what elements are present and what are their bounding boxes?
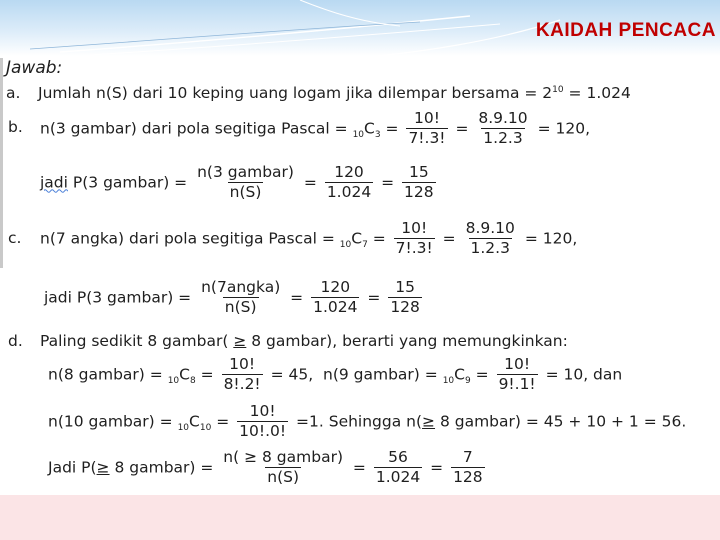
fraction xyxy=(222,355,263,394)
fraction-numerator: 120 xyxy=(320,278,351,296)
fraction-denominator: n(S) xyxy=(267,468,300,486)
fraction-denominator: 128 xyxy=(390,298,420,316)
footer-band xyxy=(0,495,720,540)
equals: = xyxy=(362,288,386,307)
fraction-numerator: 10! xyxy=(414,109,440,127)
prob-text: P(3 gambar) = xyxy=(67,173,193,192)
fraction-denominator: 128 xyxy=(404,183,434,201)
fraction xyxy=(464,219,517,258)
fraction xyxy=(221,448,345,487)
equals: = xyxy=(367,229,391,248)
solution-panel xyxy=(4,58,716,495)
item-d-probability xyxy=(48,448,488,487)
item-a-result: = 1.024 xyxy=(563,84,631,102)
geq-symbol: ≥ xyxy=(422,412,436,431)
fraction-denominator: 8!.2! xyxy=(223,375,261,393)
equals: = xyxy=(298,173,322,192)
equals: = xyxy=(348,458,371,477)
equals: = xyxy=(437,229,461,248)
item-d-line2 xyxy=(48,355,622,394)
fraction xyxy=(199,278,282,317)
fraction-numerator: 10! xyxy=(249,402,276,420)
item-d-line1 xyxy=(40,332,568,350)
fraction-denominator: 1.2.3 xyxy=(483,129,523,147)
fraction-numerator: 10! xyxy=(229,355,256,373)
item-c-probability xyxy=(44,278,425,317)
fraction-numerator: n( ≥ 8 gambar) xyxy=(223,448,343,466)
fraction-denominator: 9!.1! xyxy=(498,375,536,393)
n9-result: = 10, dan xyxy=(540,365,623,384)
combination-n: 10 xyxy=(177,423,190,434)
item-c-line xyxy=(40,219,577,258)
equals: = xyxy=(450,119,474,138)
fraction xyxy=(406,109,447,148)
left-border xyxy=(0,58,3,268)
equals: = xyxy=(285,288,309,307)
equals: = xyxy=(470,365,494,384)
combination-symbol: C xyxy=(189,412,200,431)
geq-symbol: ≥ xyxy=(233,332,247,350)
intro-label: Jawab: xyxy=(6,58,63,78)
fraction-denominator: 7!.3! xyxy=(408,129,446,147)
prob-prefix: Jadi P( xyxy=(48,458,97,477)
equals: = xyxy=(376,173,400,192)
fraction-numerator: 8.9.10 xyxy=(478,109,528,127)
equals: = xyxy=(425,458,449,477)
fraction-denominator: n(S) xyxy=(229,183,262,201)
geq-symbol: ≥ xyxy=(96,458,110,477)
combination-k: 10 xyxy=(199,423,212,434)
fraction-numerator: n(7angka) xyxy=(201,278,281,296)
combination-n: 10 xyxy=(339,240,352,251)
item-b-text: n(3 gambar) dari pola segitiga Pascal = xyxy=(40,119,353,138)
fraction-denominator: 1.024 xyxy=(326,183,372,201)
equals: = xyxy=(195,365,219,384)
item-d-line3 xyxy=(48,402,686,441)
item-d-label: d. xyxy=(8,332,23,350)
fraction-numerator: 10! xyxy=(504,355,531,373)
n8-text: n(8 gambar) = xyxy=(48,365,168,384)
fraction xyxy=(374,448,422,487)
n9-text: n(9 gambar) = xyxy=(313,365,443,384)
equals: = xyxy=(211,412,235,431)
page-title: KAIDAH PENCACA xyxy=(535,20,716,41)
fraction xyxy=(311,278,359,317)
total-result: 8 gambar) = 45 + 10 + 1 = 56. xyxy=(435,412,687,431)
fraction-numerator: 8.9.10 xyxy=(465,219,515,237)
fraction xyxy=(476,109,529,148)
prob-text: 8 gambar) = xyxy=(109,458,219,477)
combination-n: 10 xyxy=(352,130,365,141)
fraction-denominator: 1.2.3 xyxy=(470,239,510,257)
item-b-probability xyxy=(40,163,439,202)
fraction-numerator: 56 xyxy=(388,448,408,466)
n8-result: = 45, xyxy=(265,365,314,384)
fraction xyxy=(325,163,373,202)
fraction-numerator: 10! xyxy=(401,219,428,237)
item-b-line xyxy=(40,109,590,148)
fraction xyxy=(394,219,435,258)
fraction xyxy=(497,355,538,394)
fraction-numerator: 120 xyxy=(334,163,364,181)
n10-result: =1. Sehingga n( xyxy=(291,412,423,431)
fraction-denominator: 1.024 xyxy=(313,298,358,316)
combination-n: 10 xyxy=(442,376,455,387)
n10-text: n(10 gambar) = xyxy=(48,412,178,431)
fraction xyxy=(237,402,288,441)
fraction xyxy=(451,448,485,487)
fraction-denominator: n(S) xyxy=(224,298,257,316)
fraction xyxy=(402,163,436,202)
fraction-numerator: 7 xyxy=(462,448,473,466)
fraction-numerator: 15 xyxy=(408,163,429,181)
item-a-line xyxy=(38,84,631,102)
equals: = xyxy=(380,119,404,138)
combination-k: 9 xyxy=(464,376,471,387)
prob-text: jadi P(3 gambar) = xyxy=(44,288,197,307)
combination-symbol: C xyxy=(179,365,190,384)
item-a-text: Jumlah n(S) dari 10 keping uang logam jika dilempar bersama = 2 xyxy=(38,84,553,102)
item-b-result: = 120, xyxy=(532,119,591,138)
item-a-label: a. xyxy=(6,84,21,102)
item-a-exponent: 10 xyxy=(552,84,564,95)
fraction-numerator: n(3 gambar) xyxy=(197,163,294,181)
fraction xyxy=(388,278,422,317)
item-d-text: 8 gambar), berarti yang memungkinkan: xyxy=(246,332,568,350)
fraction-denominator: 128 xyxy=(453,468,483,486)
item-c-label: c. xyxy=(8,229,22,247)
item-c-result: = 120, xyxy=(519,229,578,248)
item-b-label: b. xyxy=(8,118,23,136)
fraction-numerator: 15 xyxy=(395,278,415,296)
combination-symbol: C xyxy=(351,229,363,248)
item-c-text: n(7 angka) dari pola segitiga Pascal = xyxy=(40,229,340,248)
fraction-denominator: 7!.3! xyxy=(395,239,433,257)
combination-symbol: C xyxy=(364,119,375,138)
fraction-denominator: 10!.0! xyxy=(239,422,287,440)
combination-k: 7 xyxy=(362,240,368,251)
combination-k: 8 xyxy=(189,376,196,387)
combination-k: 3 xyxy=(374,130,381,141)
prob-prefix: jadi xyxy=(40,173,68,192)
combination-symbol: C xyxy=(454,365,465,384)
fraction xyxy=(195,163,296,202)
combination-n: 10 xyxy=(167,376,180,387)
fraction-denominator: 1.024 xyxy=(375,468,421,486)
item-d-text: Paling sedikit 8 gambar( xyxy=(40,332,234,350)
